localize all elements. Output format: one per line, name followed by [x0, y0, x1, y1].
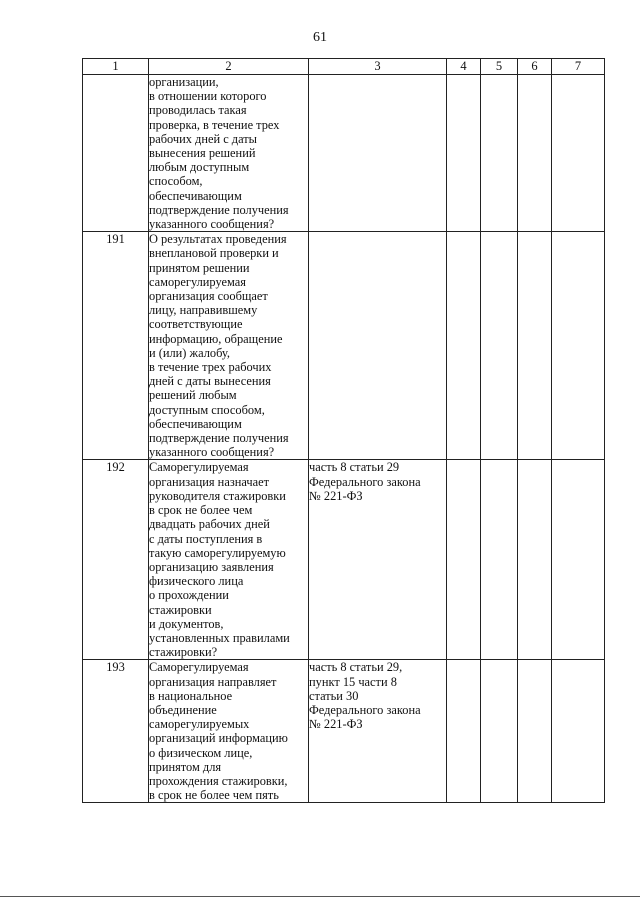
question-line: стажировки?: [149, 645, 218, 660]
question-line: в течение трех рабочих: [149, 360, 272, 375]
empty-cell: [552, 75, 605, 232]
question-line: о прохождении: [149, 588, 229, 603]
table-row: [83, 75, 605, 232]
question-line: проводилась такая: [149, 103, 247, 118]
question-line: прохождения стажировки,: [149, 773, 288, 788]
header-cell: 1: [83, 59, 149, 75]
basis-cell: [309, 460, 447, 660]
table-body: [83, 59, 605, 803]
header-cell: 4: [447, 59, 481, 75]
question-line: организацию заявления: [149, 559, 274, 574]
checklist-table: [82, 58, 605, 803]
empty-cell: [481, 232, 518, 460]
question-cell: [149, 232, 309, 460]
question-line: в срок не более чем: [149, 503, 253, 518]
question-line: доступным способом,: [149, 402, 265, 417]
basis-cell: [309, 232, 447, 460]
question-line: принятом для: [149, 759, 222, 774]
question-line: организация направляет: [149, 674, 277, 689]
empty-cell: [481, 460, 518, 660]
question-line: такую саморегулируемую: [149, 545, 286, 560]
empty-cell: [447, 460, 481, 660]
row-number: 191: [83, 232, 149, 460]
question-line: стажировки: [149, 602, 212, 617]
table-row: [83, 232, 605, 460]
question-line: физического лица: [149, 574, 244, 589]
basis-line: № 221-ФЗ: [309, 488, 363, 503]
question-line: объединение: [149, 702, 217, 717]
table-row: [83, 660, 605, 803]
question-line: обеспечивающим: [149, 188, 242, 203]
basis-line: Федерального закона: [309, 474, 421, 489]
question-line: руководителя стажировки: [149, 488, 286, 503]
question-line: организаций информацию: [149, 731, 288, 746]
question-line: проверка, в течение трех: [149, 117, 280, 132]
question-cell: [149, 460, 309, 660]
basis-line: пункт 15 части 8: [309, 674, 397, 689]
table-header-row: [83, 59, 605, 75]
basis-line: Федерального закона: [309, 702, 421, 717]
question-line: указанного сообщения?: [149, 445, 275, 460]
empty-cell: [518, 75, 552, 232]
question-line: решений любым: [149, 388, 237, 403]
question-line: с даты поступления в: [149, 531, 263, 546]
question-line: Саморегулируемая: [149, 460, 249, 475]
header-cell: 7: [552, 59, 605, 75]
question-line: и документов,: [149, 616, 224, 631]
question-line: соответствующие: [149, 317, 243, 332]
question-line: подтверждение получения: [149, 431, 289, 446]
question-cell: [149, 660, 309, 803]
table-row: [83, 460, 605, 660]
question-line: О результатах проведения: [149, 232, 287, 247]
question-line: организация сообщает: [149, 289, 268, 304]
question-line: и (или) жалобу,: [149, 345, 230, 360]
empty-cell: [481, 660, 518, 803]
empty-cell: [518, 460, 552, 660]
question-line: лицу, направившему: [149, 303, 258, 318]
empty-cell: [518, 660, 552, 803]
question-line: установленных правилами: [149, 630, 290, 645]
question-line: организации,: [149, 75, 219, 89]
empty-cell: [552, 460, 605, 660]
basis-line: часть 8 статьи 29,: [309, 660, 403, 675]
basis-line: часть 8 статьи 29: [309, 460, 400, 475]
header-cell: 6: [518, 59, 552, 75]
header-cell: 5: [481, 59, 518, 75]
page-number: 61: [313, 30, 327, 45]
empty-cell: [447, 75, 481, 232]
row-number: 193: [83, 660, 149, 803]
question-line: организация назначает: [149, 474, 269, 489]
empty-cell: [447, 660, 481, 803]
question-line: в отношении которого: [149, 89, 267, 104]
question-line: любым доступным: [149, 160, 250, 175]
row-number: 192: [83, 460, 149, 660]
row-number: [83, 75, 149, 232]
question-cell: [149, 75, 309, 232]
question-line: дней с даты вынесения: [149, 374, 271, 389]
question-line: подтверждение получения: [149, 202, 289, 217]
question-line: обеспечивающим: [149, 416, 242, 431]
header-cell: 2: [149, 59, 309, 75]
question-line: о физическом лице,: [149, 745, 253, 760]
question-line: Саморегулируемая: [149, 660, 249, 675]
question-line: вынесения решений: [149, 146, 256, 161]
question-line: внеплановой проверки и: [149, 246, 279, 261]
page-bottom-edge: [0, 896, 640, 897]
question-line: рабочих дней с даты: [149, 131, 258, 146]
question-line: двадцать рабочих дней: [149, 517, 270, 532]
question-line: информацию, обращение: [149, 331, 283, 346]
header-cell: 3: [309, 59, 447, 75]
empty-cell: [552, 232, 605, 460]
empty-cell: [518, 232, 552, 460]
empty-cell: [552, 660, 605, 803]
question-line: в срок не более чем пять: [149, 788, 279, 803]
question-line: указанного сообщения?: [149, 217, 275, 232]
basis-line: статьи 30: [309, 688, 359, 703]
basis-line: № 221-ФЗ: [309, 717, 363, 732]
empty-cell: [447, 232, 481, 460]
question-line: принятом решении: [149, 260, 250, 275]
basis-cell: [309, 75, 447, 232]
basis-cell: [309, 660, 447, 803]
question-line: саморегулируемая: [149, 274, 246, 289]
question-line: саморегулируемых: [149, 717, 250, 732]
question-line: способом,: [149, 174, 203, 189]
empty-cell: [481, 75, 518, 232]
question-line: в национальное: [149, 688, 233, 703]
